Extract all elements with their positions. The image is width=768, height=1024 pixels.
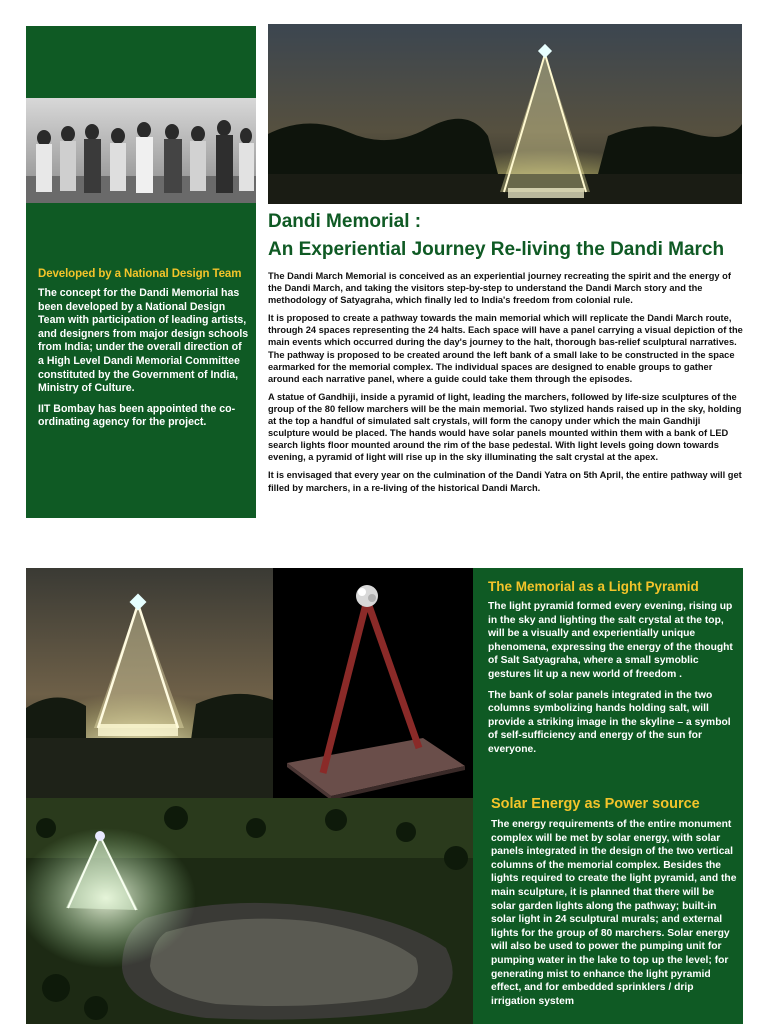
design-team-paragraph: The concept for the Dandi Memorial has been developed by a National Design Team with participation of leading artists, and designers from major design schools from India; under the overall direction of a High Level Dandi Memorial Committee constituted by the Government of India, Ministry of Culture. [38,287,249,395]
body-paragraph: A statue of Gandhiji, inside a pyramid of light, leading the marchers, followed by life-size sculptures of the group of the 80 fellow marchers will be the main memorial. Two stylized hands raised up in the sky, holding at the top a handful of simulated salt crystals, will form the canopy under which the main Gandhiji sculpture would be placed. The hands would have solar panels mounted within them with a bank of LED search lights floor mounted around the rim of the base pedestal. With light levels going down towards evening, a pyramid of light will rise up in the sky illuminating the salt crystal at the apex. [268,391,742,463]
memorial-description [268,270,744,500]
light-pyramid-paragraph: The light pyramid formed every evening, rising up in the sky and lighting the salt crystal at the top, will be a visually and experientially unique phenomena, expressing the energy of the thought of Salt Satyagraha, where a small symoblic gestures lit up a new world of freedom . [488,601,733,680]
memorial-aerial-render [26,798,473,1024]
body-paragraph: It is proposed to create a pathway towards the main memorial which will replicate the Dandi March route, through 24 spaces representing the 24 halts. Each space will have a panel carrying a visual depiction of the main events which occurred during the day's journey to the halt, thorough bas-relief sculptural narratives. The pathway is proposed to be created around the left bank of a small lake to be constructed in the space earmarked for the memorial complex. The individual spaces are designed to enable groups to gather around each narrative panel, where a guide could take them through the episodes. [268,313,743,384]
historic-march-photo [26,98,256,203]
light-pyramid-text [488,600,738,764]
light-pyramid-paragraph: The bank of solar panels integrated in the two columns symbolizing hands holding salt, will provide a striking image in the skyline – a symbol of self-sufficiency and energy of the sun for everyone. [488,689,731,755]
page-title-line-1: Dandi Memorial : [268,211,422,232]
light-pyramid-dusk-render [26,568,273,798]
page-title-line-2: An Experiential Journey Re-living the Dandi March [268,239,725,260]
design-team-paragraph: IIT Bombay has been appointed the co-ordinating agency for the project. [38,402,236,429]
sculpture-structure-model [273,568,473,798]
light-pyramid-lake-render [268,24,742,204]
body-paragraph: It is envisaged that every year on the culmination of the Dandi Yatra on 5th April, the entire pathway will get filled by marchers, in a re-living of the historical Dandi March. [268,470,742,493]
light-pyramid-heading: The Memorial as a Light Pyramid [488,579,699,594]
design-team-heading: Developed by a National Design Team [38,268,242,280]
design-team-text [38,287,250,437]
solar-energy-heading: Solar Energy as Power source [491,796,700,812]
body-paragraph: The Dandi March Memorial is conceived as an experiential journey recreating the spirit and the energy of the Dandi March, and taking the visitors step-by-step to understand the Dandi March story and the methodology of Satyagraha, which finally led to India's freedom from colonial rule. [268,271,731,306]
solar-energy-text: The energy requirements of the entire monument complex will be met by solar energy, with solar panels integrated in the design of the two vertical columns of the memorial complex. Besides the lights required to create the light pyramid, and the main sculpture, it is planned that there will be solar garden lights along the pathway; built-in solar light in 24 sculptural murals; and external lights for the group of 80 marchers. Solar energy will also be used to power the pumping unit for pumping water in the lake to top up the level; for generating mist to enhance the light pyramid effect, and for embedded sprinklers / drip irrigation system [491,819,737,1007]
